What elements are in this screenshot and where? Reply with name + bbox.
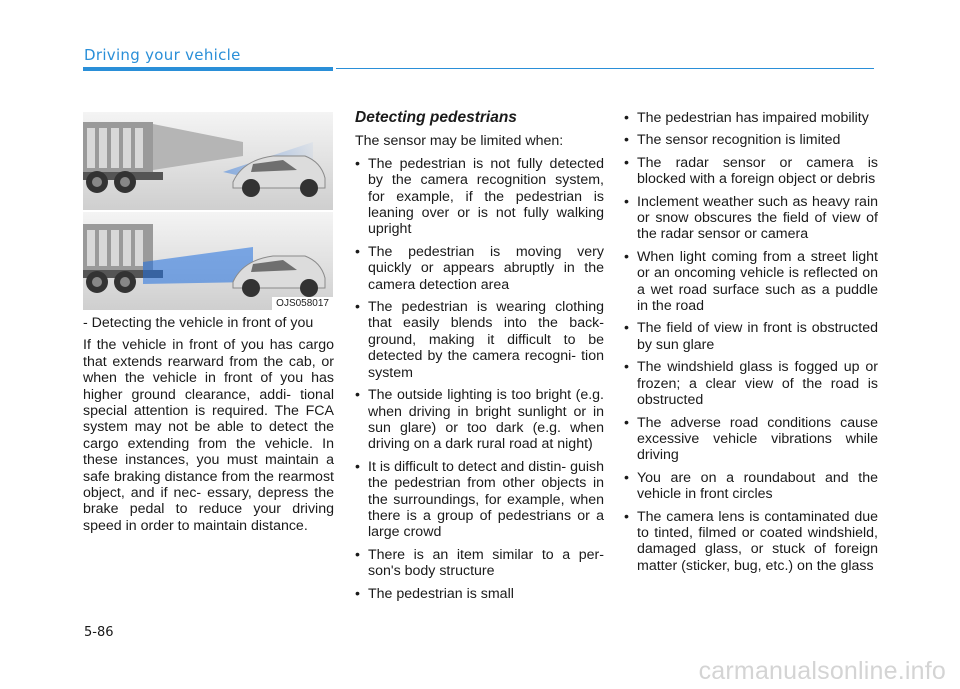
- list-item: • Inclement weather such as heavy rain or snow obscures the field of view of the radar sensor or camera: [624, 194, 878, 243]
- list-item: • The outside lighting is too bright (e.g. when driving in bright sunlight or in sun glare) or too dark (e.g. when driving on a dark rural road at night): [355, 387, 604, 453]
- list-item: • When light coming from a street light or an oncoming vehicle is reflected on a wet road surface such as a puddle in the road: [624, 249, 878, 315]
- section-title: Driving your vehicle: [84, 46, 241, 64]
- list-item: • The camera lens is contaminated due to tinted, filmed or coated windshield, damaged glass, or stuck of foreign matter (sticker, bug, etc.) on the glass: [624, 509, 878, 575]
- truck-car-illustration: [83, 112, 333, 310]
- bottom-panel: [83, 212, 333, 310]
- list-item: • The pedestrian is not fully detected by the camera recognition system, for example, if the pedestrian is leaning over or is not fully walking upright: [355, 156, 604, 238]
- list-item: • The sensor recognition is limited: [624, 132, 878, 148]
- watermark-text: carmanualsonline.info: [698, 657, 946, 685]
- fca-illustration: [83, 112, 333, 310]
- top-panel: [83, 112, 333, 210]
- list-item: • The pedestrian has impaired mobility: [624, 110, 878, 126]
- right-column: [624, 110, 878, 580]
- list-item: • The field of view in front is obstructed by sun glare: [624, 320, 878, 353]
- left-column: [83, 315, 334, 534]
- list-item: • The pedestrian is wearing clothing that easily blends into the back- ground, making it difficult to be detected by the camera recogni- tion system: [355, 299, 604, 381]
- list-item: • You are on a roundabout and the vehicle in front circles: [624, 470, 878, 503]
- list-item: • There is an item similar to a per- son's body structure: [355, 547, 604, 580]
- figure-code: OJS058017: [272, 297, 333, 310]
- sensor-limited-intro: The sensor may be limited when:: [355, 133, 564, 150]
- list-item: • The radar sensor or camera is blocked with a foreign object or debris: [624, 155, 878, 188]
- pedestrian-limitations-list: [355, 156, 604, 602]
- figure-caption: - Detecting the vehicle in front of you: [83, 315, 314, 331]
- list-item: • The adverse road conditions cause excessive vehicle vibrations while driving: [624, 415, 878, 464]
- detecting-pedestrians-heading: Detecting pedestrians: [355, 109, 517, 126]
- header-rule-thick: [83, 67, 333, 71]
- list-item: • It is difficult to detect and distin- guish the pedestrian from other objects in the surroundings, for example, when there is a group of pedestrians or a large crowd: [355, 459, 604, 541]
- list-item: • The pedestrian is small: [355, 586, 604, 602]
- sensor-limitations-list: [624, 110, 878, 574]
- list-item: • The windshield glass is fogged up or frozen; a clear view of the road is obstructed: [624, 359, 878, 408]
- header-rule-thin: [336, 68, 874, 69]
- page-number: 5-86: [84, 625, 114, 640]
- middle-column: [355, 110, 604, 608]
- list-item: • The pedestrian is moving very quickly or appears abruptly in the camera detection area: [355, 244, 604, 293]
- cargo-paragraph: If the vehicle in front of you has cargo that extends rearward from the cab, or when the vehicle in front of you has higher ground clearance, addi- tional special attention is required. The FCA system may not be able to detect the cargo extending from the vehicle. In these instances, you must maintain a safe braking distance from the rearmost object, and if nec- essary, depress the brake pedal to reduce your driving speed in order to maintain distance.: [83, 337, 334, 534]
